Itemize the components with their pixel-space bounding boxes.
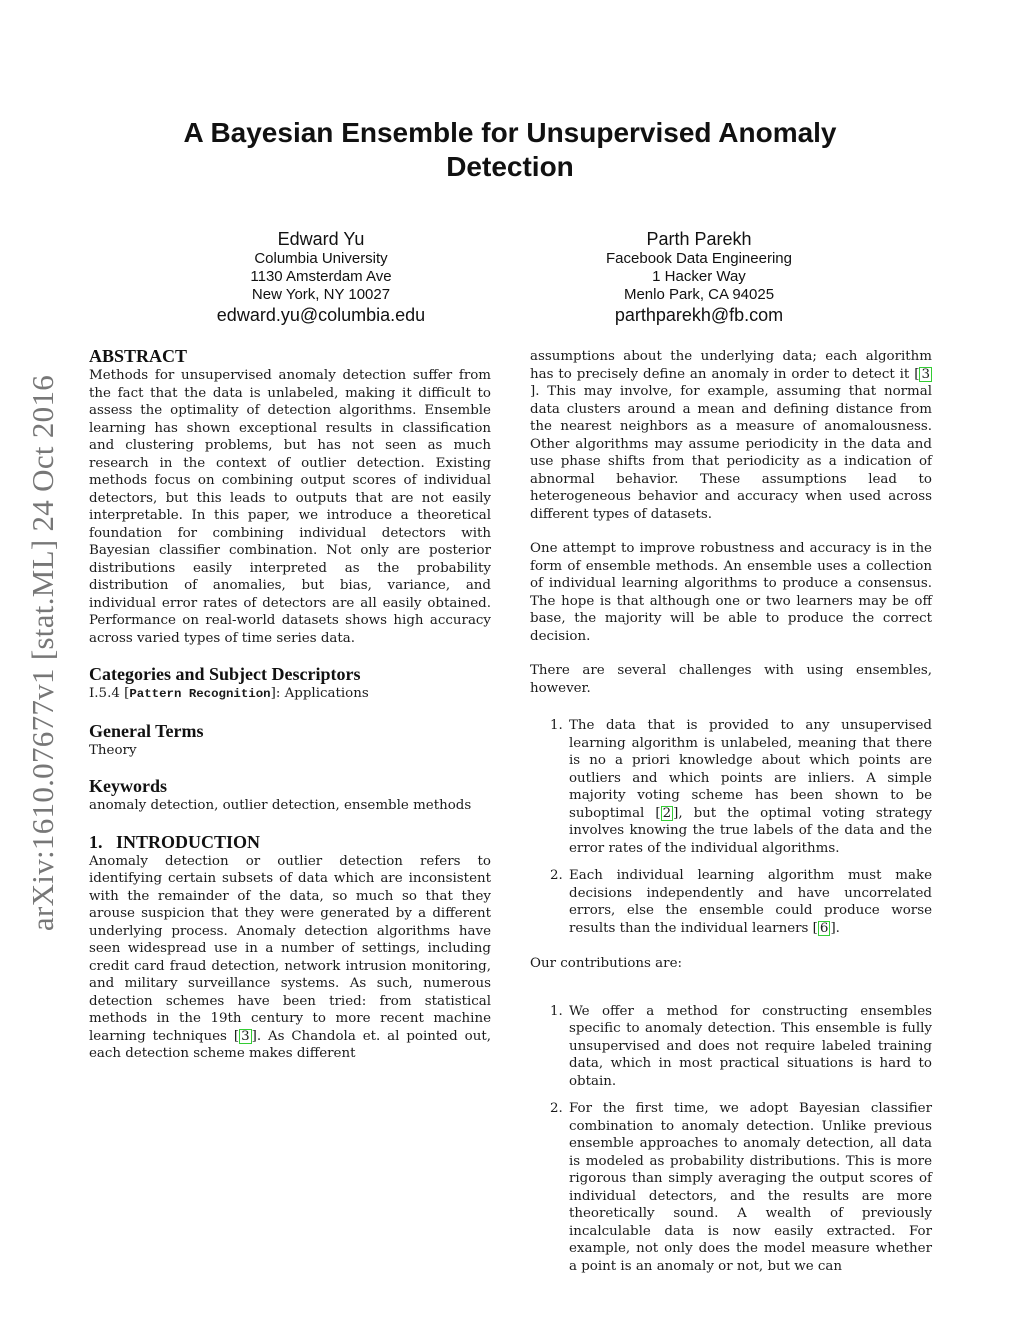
author-city: Menlo Park, CA 94025 — [623, 286, 775, 303]
author-name: Edward Yu — [277, 229, 365, 249]
author-block-2 — [549, 228, 849, 326]
citation-link[interactable]: 6 — [819, 920, 829, 936]
introduction-heading: 1. INTRODUCTION — [89, 831, 261, 852]
list-item-text: Each individual learning algorithm must make decisions independently and have uncorrelated errors, else the ensemble could produce worse results than the individual learners — [569, 868, 932, 936]
general-terms-section — [89, 720, 491, 760]
author-email[interactable]: parthparekh@fb.com — [614, 305, 784, 325]
author-email[interactable]: edward.yu@columbia.edu — [216, 305, 426, 325]
introduction-text: Anomaly detection or outlier detection refers to identifying certain subsets of data which are inconsistent with the remainder of the data, so much so that they arouse suspicion that they were generated by a different underlying process. Anomaly detection algorithms have seen widespread use in a number of settings, including credit card fraud detection, network intrusion monitoring, and military surveillance systems. As such, numerous detection schemes have been tried: from statistical methods in the 19th century to more recent machine learning techniques [ 3 ]. As Chandola et. al pointed out, each detection scheme makes different — [89, 853, 491, 1061]
arxiv-stamp-text: arXiv:1610.07677v1 [stat.ML] 24 Oct 2016 — [25, 374, 60, 932]
general-terms-heading: General Terms — [89, 720, 204, 741]
arxiv-stamp — [16, 348, 70, 958]
author-city: New York, NY 10027 — [251, 286, 391, 303]
abstract-section — [89, 345, 491, 647]
para-text: . This may involve, for example, assuming that normal data clusters around a mean and defining distance from the nearest neighbors as a measure of anomalousness. Other algorithms may assume periodicity in the data and use phase shifts from that periodicity as a indication of abnormal behavior. These assumptions lead to heterogeneous behavior and accuracy when used across different types of datasets. — [530, 384, 932, 522]
abstract-heading: ABSTRACT — [89, 346, 188, 366]
author-block-1 — [171, 228, 471, 326]
categories-section — [89, 663, 491, 704]
categories-prefix: I.5.4 [ — [89, 686, 130, 701]
author-address: 1130 Amsterdam Ave — [250, 268, 392, 285]
author-address: 1 Hacker Way — [652, 268, 746, 285]
list-item: 1. The data that is provided to any unsupervised learning algorithm is unlabeled, meaning that there is no a priori knowledge about which points are outliers and which points are inliers. A simple majority voting scheme has been shown to be suboptimal [ 2 ], but the optimal voting strategy involves knowing the true labels of the data and the error rates of the individual algorithms. — [567, 717, 932, 857]
general-terms-text: Theory — [89, 742, 137, 758]
author-name: Parth Parekh — [646, 229, 752, 249]
right-paragraph-3: There are several challenges with using ensembles, however. — [530, 663, 932, 696]
citation-link[interactable]: 3 — [921, 366, 930, 382]
para-text: assumptions about the underlying data; each algorithm has to precisely define an anomaly in order to detect it — [530, 349, 932, 382]
paper-title: A Bayesian Ensemble for Unsupervised Anomaly Detection — [183, 117, 837, 182]
list-item: 1. We offer a method for constructing ensembles specific to anomaly detection. This ensemble is fully unsupervised and does not require labeled training data, which in most practical situations is hard to obtain. — [567, 1003, 932, 1091]
list-item-text: The data that is provided to any unsupervised learning algorithm is unlabeled, meaning that there is no a priori knowledge about which points are outliers and which points are inliers. A simple majority voting scheme has been shown to be suboptimal — [569, 718, 932, 821]
right-paragraph-1: assumptions about the underlying data; each algorithm has to precisely define an anomaly in order to detect it [ 3]. This may involve, for example, assuming that normal data clusters around a mean and defining distance from the nearest neighbors as a measure of anomalousness. Other algorithms may assume periodicity in the data and use phase shifts from that periodicity as a indication of abnormal behavior. These assumptions lead to heterogeneous behavior and accuracy when used across different types of datasets. — [530, 349, 932, 522]
author-affiliation: Columbia University — [254, 250, 388, 267]
intro-text-part: . As Chandola et. al pointed out, each detection scheme makes different — [89, 1028, 491, 1061]
challenges-list — [530, 717, 932, 937]
right-paragraph-2: One attempt to improve robustness and accuracy is in the form of ensemble methods. An ensemble uses a collection of individual learning algorithms to produce a consensus. The hope is that although one or two learners may be off base, the majority will be able to produce the correct decision. — [530, 541, 932, 644]
list-item: 2. Each individual learning algorithm must make decisions independently and have uncorrelated errors, else the ensemble could produce worse results than the individual learners [ 6 ]. — [567, 867, 932, 937]
list-item-text: , but the optimal voting strategy involves knowing the true labels of the data and the error rates of the individual algorithms. — [569, 805, 932, 856]
citation-link[interactable]: 3 — [241, 1028, 250, 1044]
categories-suffix: ]: Applications — [270, 686, 369, 701]
introduction-section — [89, 831, 491, 1063]
categories-heading: Categories and Subject Descriptors — [89, 664, 361, 684]
right-column — [530, 348, 932, 1285]
categories-text — [89, 685, 491, 704]
contributions-list — [530, 1003, 932, 1276]
citation-link[interactable]: 2 — [662, 805, 672, 821]
right-paragraph-4: Our contributions are: — [530, 956, 683, 971]
author-affiliation: Facebook Data Engineering — [606, 250, 792, 267]
categories-bold: Pattern Recognition — [129, 687, 271, 701]
left-column — [89, 345, 491, 1063]
abstract-text: Methods for unsupervised anomaly detection suffer from the fact that the data is unlabeled, making it difficult to assess the optimality of detection algorithms. Ensemble learning has shown exceptional results in classification and clustering problems, but has not seen as much research in the context of outlier detection. Existing methods focus on combining output scores of individual detectors, but this leads to outputs that are not easily interpretable. In this paper, we introduce a theoretical foundation for combining individual detectors with Bayesian classifier combination. Not only are posterior distributions easily interpreted as the probability distribution of anomalies, but bias, variance, and individual error rates of detectors are all easily obtained. Performance on real-world datasets shows high accuracy across varied types of time series data. — [89, 368, 491, 646]
list-item-text: . — [835, 920, 840, 936]
list-item: 2. For the first time, we adopt Bayesian classifier combination to anomaly detection. Unlike previous ensemble approaches to anomaly detection, all data is modeled as probability distributions. This is more rigorous than simply averaging the output scores of individual detectors, and the results are more theoretically sound. A wealth of previously incalculable data is now easily extracted. For example, not only does the model measure whether a point is an anomaly or not, but we can — [567, 1100, 932, 1275]
keywords-text: anomaly detection, outlier detection, ensemble methods — [89, 798, 472, 813]
keywords-section — [89, 775, 491, 815]
keywords-heading: Keywords — [89, 776, 167, 796]
intro-text-part: Anomaly detection or outlier detection refers to identifying certain subsets of data which are inconsistent with the remainder of the data, so much so that they arouse suspicion that they were generated by a different underlying process. Anomaly detection algorithms have seen widespread use in a number of settings, including credit card fraud detection, network intrusion monitoring, and military surveillance systems. As such, numerous detection schemes have been tried: from statistical methods in the 19th century to more recent machine learning techniques — [89, 853, 491, 1044]
